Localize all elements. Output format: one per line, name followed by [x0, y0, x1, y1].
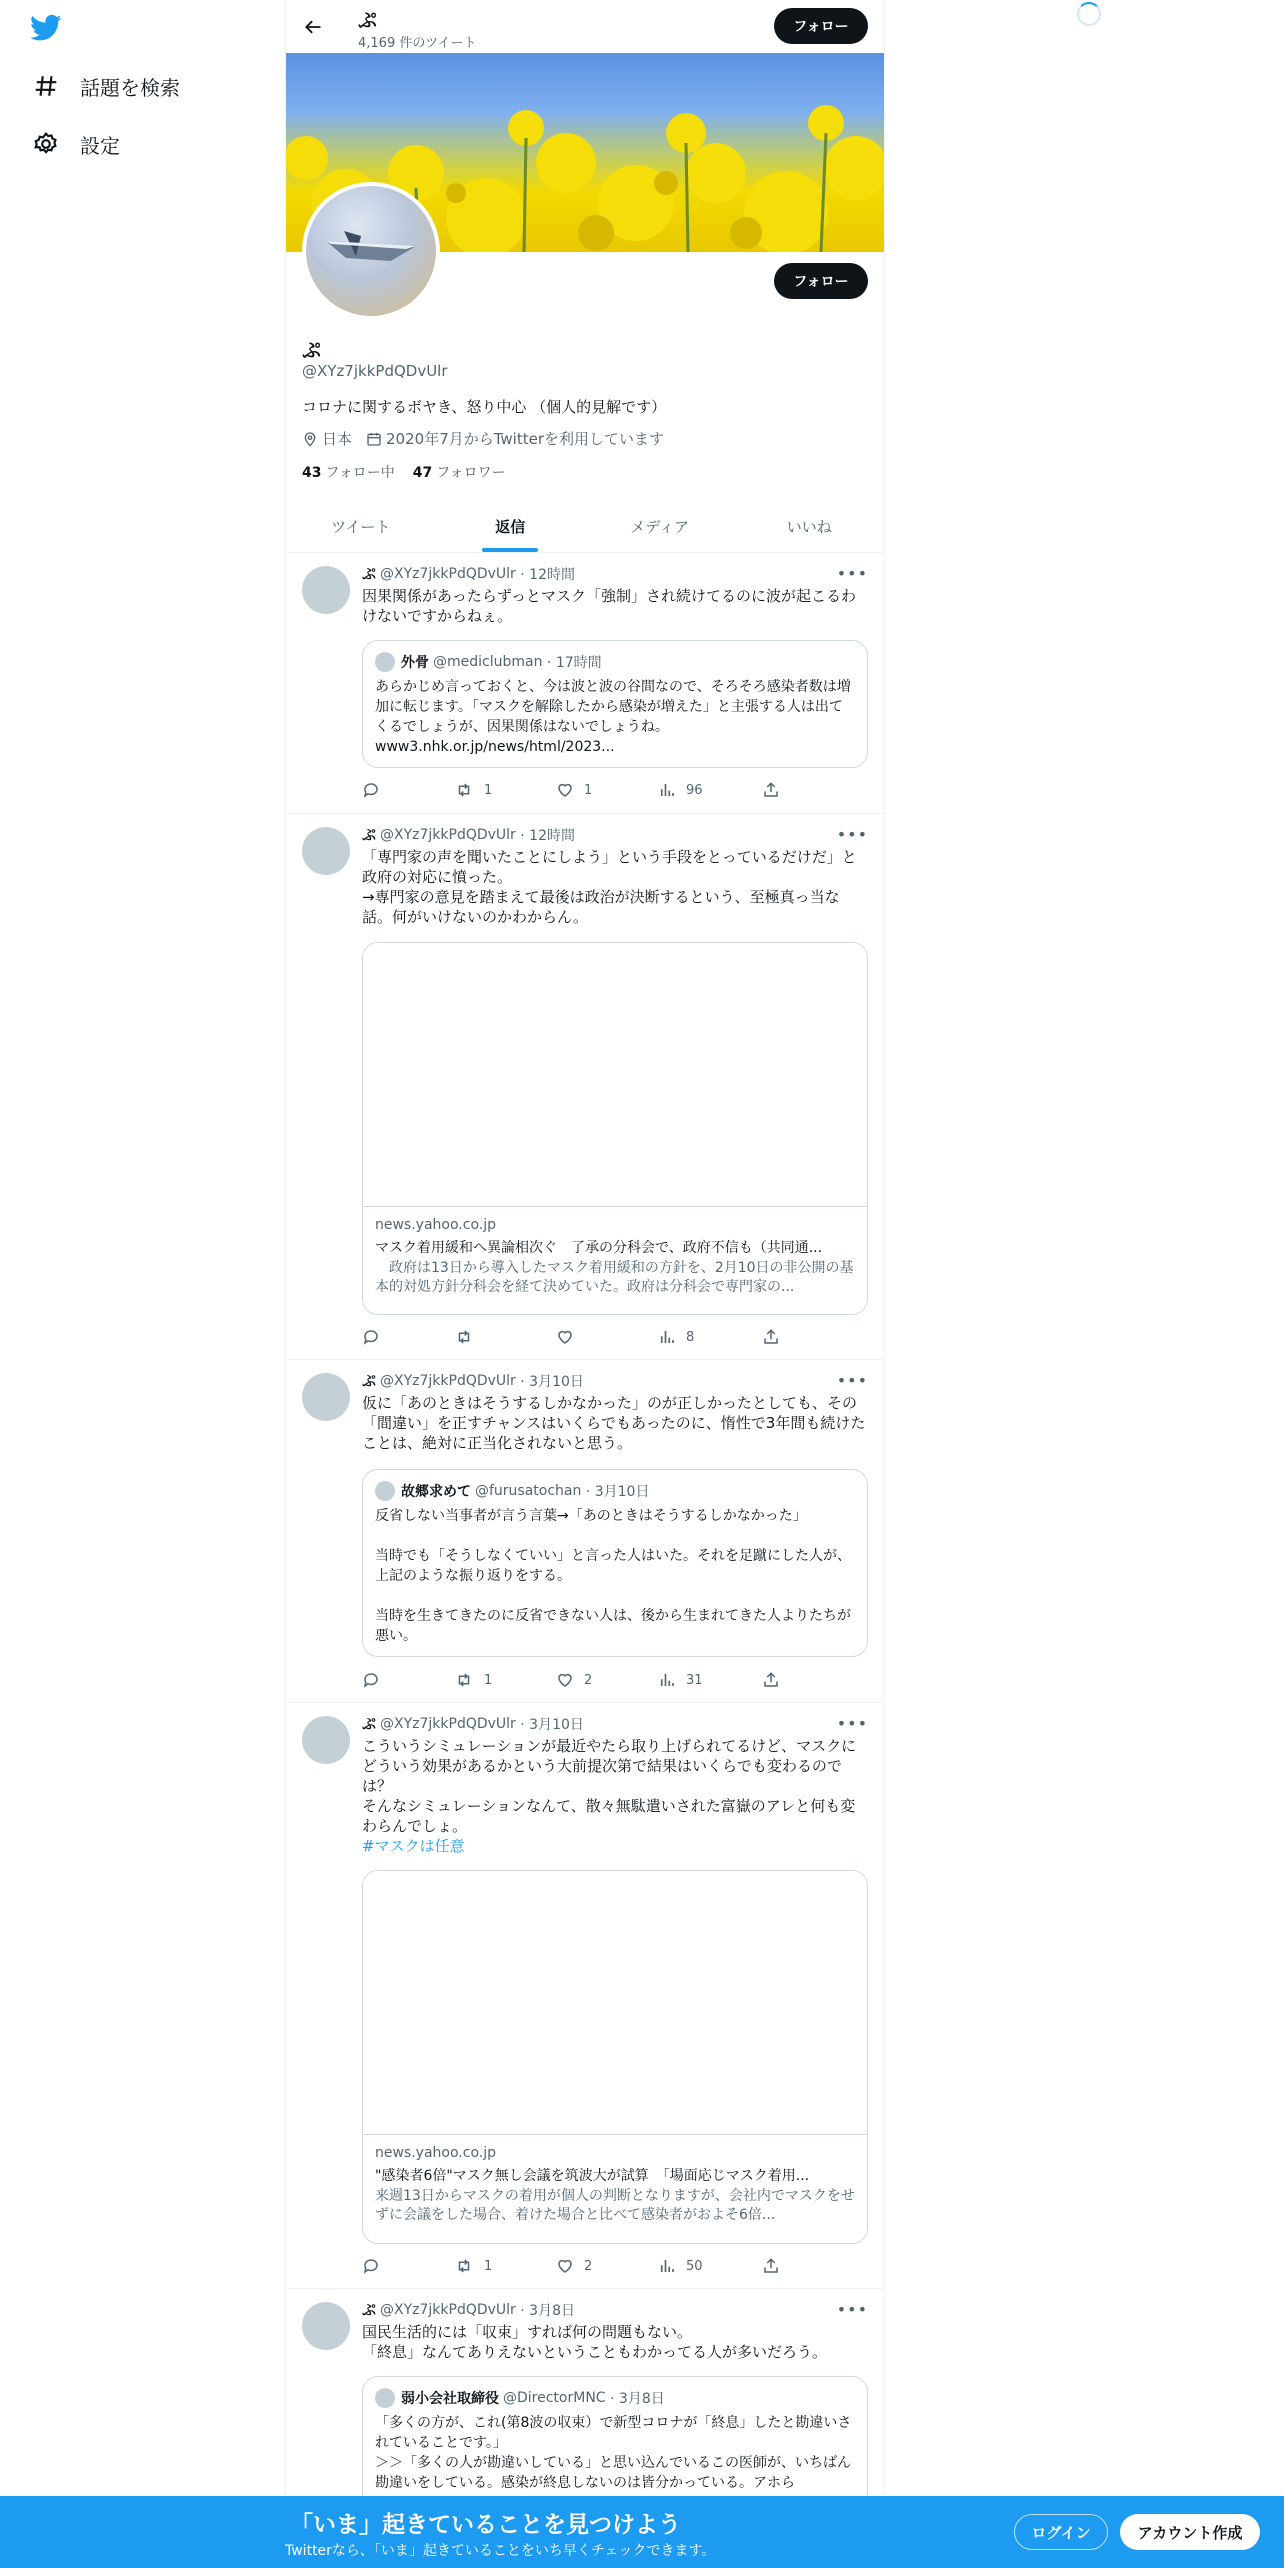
quoted-tweet-header: 故郷求めて @furusatochan · 3月10日 — [375, 1480, 855, 1502]
profile-location-label: 日本 — [322, 430, 353, 448]
more-icon[interactable]: ••• — [836, 2300, 868, 2319]
views-icon — [658, 781, 676, 799]
nav-explore-label: 話題を検索 — [80, 75, 180, 100]
avatar[interactable] — [302, 566, 350, 614]
back-arrow-icon[interactable] — [298, 12, 328, 42]
avatar[interactable] — [302, 827, 350, 875]
retweet-icon — [454, 2257, 474, 2275]
tweet-text: こういうシミュレーションが最近やたら取り上げられてるけど、マスクにどういう効果があるかという大前提次第で結果はいくらでも変わるのでは？ そんなシミュレーションなんて、散々無駄遣いされた富嶽のアレと何も変わらんでしょ。 #マスクは任意 — [362, 1737, 857, 1855]
login-button[interactable]: ログイン — [1014, 2514, 1108, 2550]
more-icon[interactable]: ••• — [836, 825, 868, 844]
more-icon[interactable]: ••• — [836, 564, 868, 583]
like-button[interactable]: 2 — [556, 1670, 658, 1690]
tweet-body — [362, 825, 868, 927]
tweet-header: ぷ @XYz7jkkPdQDvUlr · 12時間 — [362, 566, 575, 583]
tweet-actions — [362, 1670, 792, 1690]
like-button[interactable]: 1 — [556, 780, 658, 800]
link-card-image — [363, 943, 867, 1207]
share-icon — [762, 2257, 780, 2275]
profile-follow-stats — [302, 462, 524, 482]
profile-name: ぷ — [302, 340, 322, 362]
retweet-button[interactable] — [454, 1327, 556, 1347]
link-card-description: 政府は13日から導入したマスク着用緩和の方針を、2月10日の非公開の基本的対処方針分科会を経て決めていた。政府は分科会で専門家の... — [375, 1260, 854, 1295]
gear-icon — [30, 128, 62, 160]
profile-bio: コロナに関するボヤき、怒り中心 （個人的見解です） — [302, 398, 667, 416]
avatar — [375, 2388, 395, 2408]
more-icon[interactable]: ••• — [836, 1714, 868, 1733]
header-name: ぷ — [358, 10, 378, 32]
profile-handle: @XYz7jkkPdQDvUlr — [302, 362, 448, 380]
tweet-body — [362, 564, 868, 626]
tweet-header: ぷ @XYz7jkkPdQDvUlr · 12時間 — [362, 827, 575, 844]
heart-icon — [556, 781, 574, 799]
quoted-tweet-text: あらかじめ言っておくと、今は波と波の谷間なので、そろそろ感染者数は増加に転じます。「マスクを解除したから感染が増えた」と主張する人は出てくるでしょうが、因果関係はないでしょうね。 www3.nhk.or.jp/news/html/2023... — [375, 679, 851, 755]
like-button[interactable] — [556, 1327, 658, 1347]
profile-header-bar — [286, 0, 884, 53]
heart-icon — [556, 1671, 574, 1689]
views-icon — [658, 1671, 676, 1689]
nav-settings-label: 設定 — [80, 133, 120, 158]
tweet-actions — [362, 780, 792, 800]
link-card-description: 来週13日からマスクの着用が個人の判断となりますが、会社内でマスクをせずに会議をした場合、着けた場合と比べて感染者がおよそ6倍... — [375, 2188, 855, 2223]
header-follow-button[interactable]: フォロー — [774, 8, 868, 44]
following-link[interactable]: 43 フォロー中 — [302, 465, 395, 481]
retweet-button[interactable]: 1 — [454, 2256, 556, 2276]
signup-banner-title: 「いま」起きていることを見つけよう — [290, 2512, 681, 2538]
tab-media[interactable]: メディア — [630, 517, 690, 536]
views-button[interactable]: 96 — [658, 780, 762, 800]
share-icon — [762, 781, 780, 799]
tweet-actions — [362, 1327, 792, 1347]
tweet[interactable] — [286, 554, 884, 814]
tab-likes[interactable]: いいね — [786, 517, 832, 536]
avatar — [375, 652, 395, 672]
hashtag-link[interactable]: #マスクは任意 — [362, 1837, 465, 1855]
tweet-text: 因果関係があったらずっとマスク「強制」され続けてるのに波が起こるわけないですからねぇ。 — [362, 587, 856, 625]
profile-avatar[interactable] — [302, 182, 440, 320]
quoted-tweet-text: 「多くの方が、これ(第8波の収束）で新型コロナが「終息」したと勘違いされていることです。」 ＞＞「多くの人が勘違いしている」と思い込んでいるこの医師が、いちばん勘違いをしている。感染が終息しないのは皆分かっている。アホら — [375, 2415, 852, 2491]
like-button[interactable]: 2 — [556, 2256, 658, 2276]
quoted-tweet-text: 反省しない当事者が言う言葉→「あのときはそうするしかなかった」 当時でも「そうしなくていい」と言った人はいた。それを足蹴にした人が、上記のような振り返りをする。 当時を生きてきたのに反省できない人は、後から生まれてきた人よりたちが悪い。 — [375, 1508, 851, 1644]
reply-button[interactable] — [362, 1670, 454, 1690]
avatar[interactable] — [302, 1373, 350, 1421]
reply-icon — [362, 781, 380, 799]
link-card-info — [363, 2135, 867, 2235]
tweet-body — [362, 1714, 868, 1856]
signup-banner-subtitle: Twitterなら、「いま」起きていることをいち早くチェックできます。 — [285, 2543, 716, 2559]
views-button[interactable]: 50 — [658, 2256, 762, 2276]
tweet[interactable] — [286, 1704, 884, 2289]
tweet-text: 国民生活的には「収束」すれば何の問題もない。 「終息」なんてありえないということもわかってる人が多いだろう。 — [362, 2323, 828, 2361]
profile-tabs — [286, 500, 884, 553]
avatar — [375, 1481, 395, 1501]
tweet-text: 「専門家の声を聞いたことにしよう」という手段をとっているだけだ」と政府の対応に憤った。 →専門家の意見を踏まえて最後は政治が決断するという、至極真っ当な話。何がいけないのかわからん。 — [362, 848, 857, 926]
views-icon — [658, 1328, 676, 1346]
loading-spinner-icon — [1077, 2, 1101, 26]
nav-explore[interactable] — [30, 66, 180, 106]
tweet-body — [362, 2300, 868, 2362]
reply-icon — [362, 1328, 380, 1346]
profile-column — [285, 0, 885, 2568]
reply-button[interactable] — [362, 2256, 454, 2276]
link-card-title: マスク着用緩和へ異論相次ぐ 了承の分科会で、政府不信も（共同通... — [375, 1240, 823, 1256]
tab-replies[interactable]: 返信 — [436, 500, 586, 552]
avatar[interactable] — [302, 2302, 350, 2350]
link-card[interactable] — [362, 1870, 868, 2244]
signup-banner — [0, 2496, 1284, 2568]
left-nav — [0, 0, 285, 2568]
tweet[interactable] — [286, 815, 884, 1360]
reply-icon — [362, 2257, 380, 2275]
profile-joined — [366, 428, 664, 449]
retweet-icon — [454, 1328, 474, 1346]
profile-meta — [302, 428, 678, 449]
tab-tweets[interactable]: ツイート — [331, 517, 391, 536]
retweet-button[interactable]: 1 — [454, 780, 556, 800]
header-tweet-count: 4,169 件のツイート — [358, 36, 477, 51]
share-button[interactable] — [762, 2256, 790, 2276]
avatar[interactable] — [302, 1716, 350, 1764]
retweet-icon — [454, 1671, 474, 1689]
quoted-tweet-header: 外骨 @mediclubman · 17時間 — [375, 651, 855, 673]
hashtag-icon — [30, 70, 62, 102]
link-card[interactable] — [362, 942, 868, 1315]
tweet-text: 仮に「あのときはそうするしかなかった」のが正しかったとしても、その「間違い」を正すチャンスはいくらでもあったのに、惰性で3年間も続けたことは、絶対に正当化されないと思う。 — [362, 1394, 866, 1452]
tweet-body — [362, 1371, 868, 1453]
views-button[interactable]: 8 — [658, 1327, 762, 1347]
retweet-button[interactable]: 1 — [454, 1670, 556, 1690]
tweet-header: ぷ @XYz7jkkPdQDvUlr · 3月10日 — [362, 1373, 584, 1390]
quoted-tweet-header: 弱小会社取締役 @DirectorMNC · 3月8日 — [375, 2387, 855, 2409]
share-button[interactable] — [762, 1327, 790, 1347]
nav-settings[interactable] — [30, 124, 120, 164]
share-icon — [762, 1671, 780, 1689]
signup-button[interactable]: アカウント作成 — [1120, 2514, 1260, 2550]
link-card-domain: news.yahoo.co.jp — [375, 1217, 496, 1233]
link-card-info — [363, 1207, 867, 1307]
views-icon — [658, 2257, 676, 2275]
heart-icon — [556, 1328, 574, 1346]
profile-follow-button[interactable]: フォロー — [774, 263, 868, 299]
retweet-icon — [454, 781, 474, 799]
profile-joined-label: 2020年7月からTwitterを利用しています — [386, 430, 665, 448]
location-pin-icon — [302, 431, 318, 447]
tweet-header: ぷ @XYz7jkkPdQDvUlr · 3月10日 — [362, 1716, 584, 1733]
views-button[interactable]: 31 — [658, 1670, 762, 1690]
reply-button[interactable] — [362, 1327, 454, 1347]
followers-link[interactable]: 47 フォロワー — [412, 465, 506, 481]
quoted-tweet[interactable] — [362, 640, 868, 768]
reply-icon — [362, 1671, 380, 1689]
share-button[interactable] — [762, 1670, 790, 1690]
twitter-logo-icon[interactable] — [30, 14, 66, 44]
calendar-icon — [366, 431, 382, 447]
tweet-actions — [362, 2256, 792, 2276]
quoted-tweet[interactable] — [362, 1469, 868, 1657]
tweet[interactable] — [286, 1361, 884, 1703]
link-card-domain: news.yahoo.co.jp — [375, 2145, 496, 2161]
link-card-title: "感染者6倍"マスク無し会議を筑波大が試算 「場面応じマスク着用... — [375, 2168, 810, 2184]
reply-button[interactable] — [362, 780, 454, 800]
link-card-image — [363, 1871, 867, 2135]
heart-icon — [556, 2257, 574, 2275]
share-button[interactable] — [762, 780, 790, 800]
tweet-header: ぷ @XYz7jkkPdQDvUlr · 3月8日 — [362, 2302, 575, 2319]
more-icon[interactable]: ••• — [836, 1371, 868, 1390]
profile-location — [302, 428, 352, 449]
share-icon — [762, 1328, 780, 1346]
